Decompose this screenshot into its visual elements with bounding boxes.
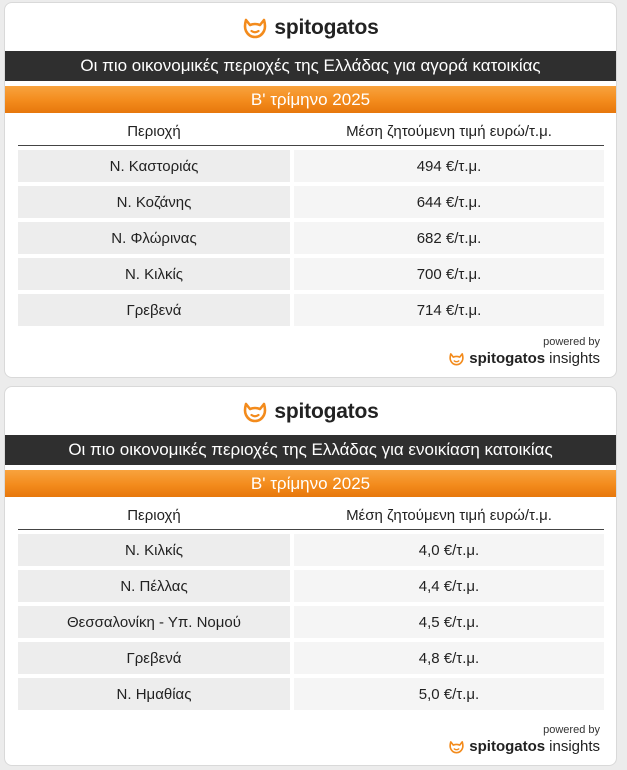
- price-cell: 682 €/τ.μ.: [294, 222, 604, 254]
- area-cell: Ν. Ημαθίας: [18, 678, 290, 710]
- table-header: [18, 501, 604, 530]
- area-cell: Θεσσαλονίκη - Υπ. Νομού: [18, 606, 290, 638]
- price-table: [18, 501, 604, 714]
- area-cell: Γρεβενά: [18, 642, 290, 674]
- table-title: Οι πιο οικονομικές περιοχές της Ελλάδας για αγορά κατοικίας: [5, 51, 616, 81]
- cat-logo-icon: [242, 17, 268, 39]
- area-cell: Ν. Κιλκίς: [18, 534, 290, 566]
- rental-card: [4, 386, 617, 766]
- insights-suffix: insights: [549, 738, 600, 755]
- area-cell: Ν. Φλώρινας: [18, 222, 290, 254]
- insights-logo: [420, 350, 600, 367]
- price-cell: 4,0 €/τ.μ.: [294, 534, 604, 566]
- insights-brand: spitogatos: [469, 350, 546, 367]
- area-cell: Γρεβενά: [18, 294, 290, 326]
- powered-by-footer: [420, 724, 600, 755]
- insights-suffix: insights: [549, 350, 600, 367]
- header-price: Μέση ζητούμενη τιμή ευρώ/τ.μ.: [346, 506, 552, 524]
- price-cell: 5,0 €/τ.μ.: [294, 678, 604, 710]
- powered-by-footer: [420, 336, 600, 367]
- price-cell: 700 €/τ.μ.: [294, 258, 604, 290]
- cat-logo-icon: [448, 740, 465, 754]
- brand-name: spitogatos: [274, 16, 379, 39]
- table-row: [18, 186, 604, 218]
- table-row: [18, 642, 604, 674]
- area-cell: Ν. Πέλλας: [18, 570, 290, 602]
- header-price: Μέση ζητούμενη τιμή ευρώ/τ.μ.: [346, 122, 552, 140]
- price-cell: 4,4 €/τ.μ.: [294, 570, 604, 602]
- price-cell: 4,8 €/τ.μ.: [294, 642, 604, 674]
- insights-brand: spitogatos: [469, 738, 546, 755]
- table-row: [18, 570, 604, 602]
- table-row: [18, 606, 604, 638]
- price-table: [18, 117, 604, 330]
- purchase-card: [4, 2, 617, 378]
- table-row: [18, 258, 604, 290]
- price-cell: 494 €/τ.μ.: [294, 150, 604, 182]
- table-row: [18, 294, 604, 326]
- table-row: [18, 534, 604, 566]
- table-header: [18, 117, 604, 146]
- header-area: Περιοχή: [127, 122, 181, 140]
- insights-logo: [420, 738, 600, 755]
- brand-header: [5, 13, 616, 43]
- area-cell: Ν. Καστοριάς: [18, 150, 290, 182]
- brand-header: [5, 397, 616, 427]
- header-area: Περιοχή: [127, 506, 181, 524]
- area-cell: Ν. Κιλκίς: [18, 258, 290, 290]
- powered-by-label: powered by: [543, 336, 600, 348]
- brand-name: spitogatos: [274, 400, 379, 423]
- area-cell: Ν. Κοζάνης: [18, 186, 290, 218]
- table-row: [18, 678, 604, 710]
- period-label: Β' τρίμηνο 2025: [5, 470, 616, 497]
- table-row: [18, 150, 604, 182]
- table-title: Οι πιο οικονομικές περιοχές της Ελλάδας για ενοικίαση κατοικίας: [5, 435, 616, 465]
- cat-logo-icon: [242, 401, 268, 423]
- period-label: Β' τρίμηνο 2025: [5, 86, 616, 113]
- price-cell: 714 €/τ.μ.: [294, 294, 604, 326]
- price-cell: 4,5 €/τ.μ.: [294, 606, 604, 638]
- powered-by-label: powered by: [543, 724, 600, 736]
- table-row: [18, 222, 604, 254]
- cat-logo-icon: [448, 352, 465, 366]
- price-cell: 644 €/τ.μ.: [294, 186, 604, 218]
